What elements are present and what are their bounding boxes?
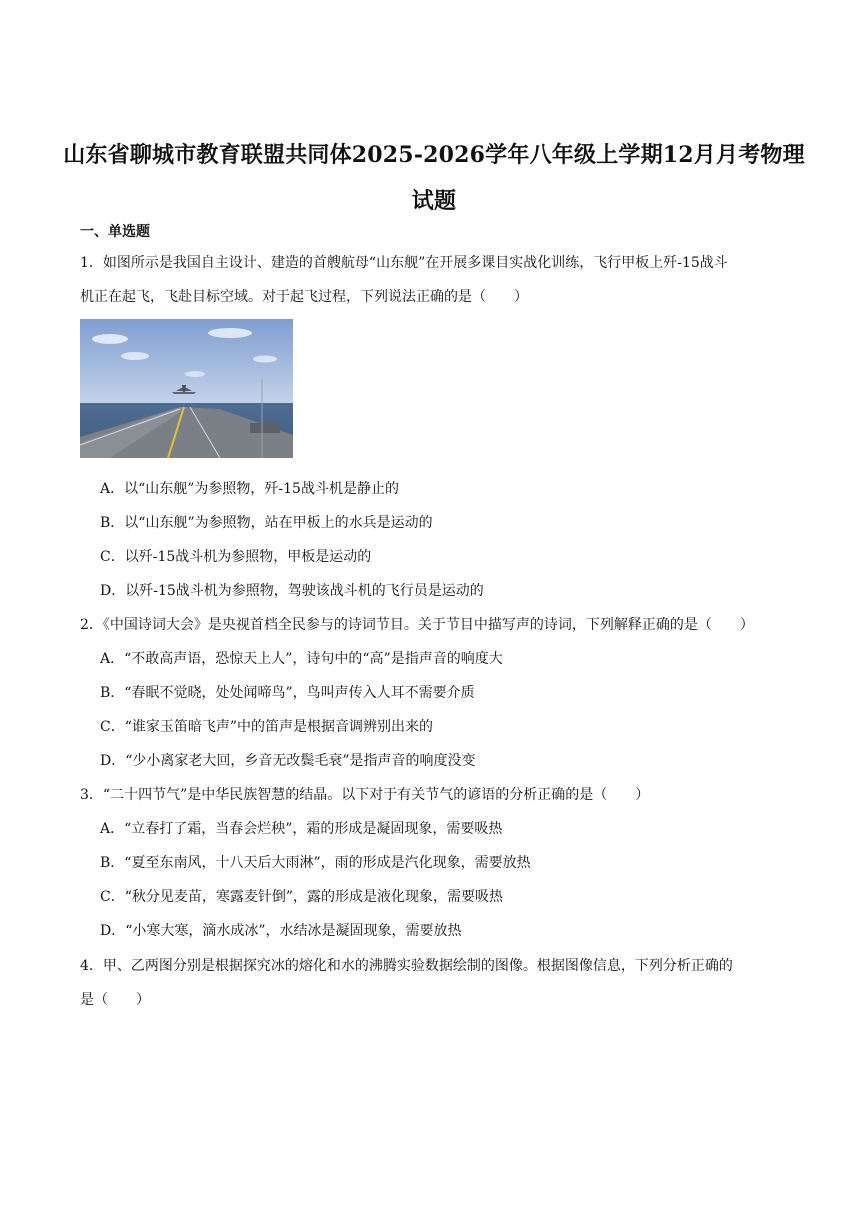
section-heading: 一、单选题 <box>80 224 150 240</box>
question-1-option-b: B．以“山东舰”为参照物，站在甲板上的水兵是运动的 <box>100 515 433 531</box>
question-4-text: 4．甲、乙两图分别是根据探究冰的熔化和水的沸腾实验数据绘制的图像。根据图像信息，下列分析正确的 <box>80 958 733 974</box>
question-2-option-d: D．“少小离家老大回，乡音无改鬓毛衰”是指声音的响度没变 <box>100 753 476 769</box>
question-1-text: 1．如图所示是我国自主设计、建造的首艘航母“山东舰”在开展多课目实战化训练，飞行甲板上歼-15战斗 <box>80 255 728 271</box>
question-1-option-a: A．以“山东舰”为参照物，歼-15战斗机是静止的 <box>100 481 399 497</box>
question-2-text: 2．《中国诗词大会》是央视首档全民参与的诗词节目。关于节目中描写声的诗词，下列解释正确的是（ ） <box>80 617 754 633</box>
page-title-continued: 试题 <box>411 188 457 214</box>
question-1-text-continued: 机正在起飞，飞赴目标空域。对于起飞过程，下列说法正确的是（ ） <box>80 289 528 305</box>
question-1-option-d: D．以歼-15战斗机为参照物，驾驶该战斗机的飞行员是运动的 <box>100 583 484 599</box>
question-4-text-continued: 是（ ） <box>80 992 150 1008</box>
question-1-option-c: C．以歼-15战斗机为参照物，甲板是运动的 <box>100 549 372 565</box>
aircraft-carrier-photo <box>80 319 293 458</box>
question-3-option-c: C．“秋分见麦苗，寒露麦针倒”，露的形成是液化现象，需要吸热 <box>100 889 504 905</box>
question-3-option-a: A．“立春打了霜，当春会烂秧”，霜的形成是凝固现象，需要吸热 <box>100 821 503 837</box>
question-2-option-a: A．“不敢高声语，恐惊天上人”，诗句中的“高”是指声音的响度大 <box>100 651 503 667</box>
question-3-text: 3．“二十四节气”是中华民族智慧的结晶。以下对于有关节气的谚语的分析正确的是（ ） <box>80 787 650 803</box>
page-title: 山东省聊城市教育联盟共同体2025-2026学年八年级上学期12月月考物理 <box>63 142 805 168</box>
question-3-option-b: B．“夏至东南风，十八天后大雨淋”，雨的形成是汽化现象，需要放热 <box>100 855 531 871</box>
question-2-option-b: B．“春眠不觉晓，处处闻啼鸟”，鸟叫声传入人耳不需要介质 <box>100 685 475 701</box>
question-3-option-d: D．“小寒大寒，滴水成冰”，水结冰是凝固现象，需要放热 <box>100 923 462 939</box>
question-2-option-c: C．“谁家玉笛暗飞声”中的笛声是根据音调辨别出来的 <box>100 719 434 735</box>
